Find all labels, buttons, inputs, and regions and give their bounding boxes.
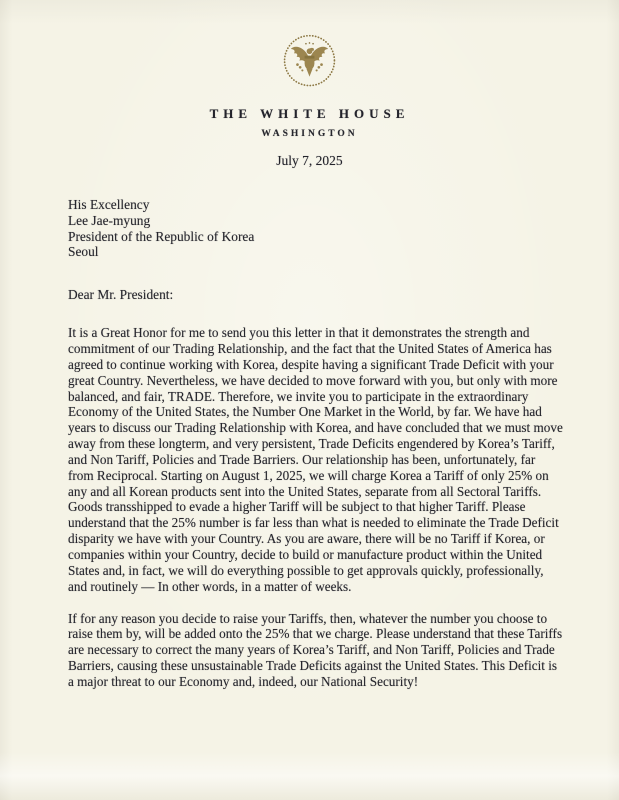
- presidential-seal-icon: [281, 33, 338, 90]
- letter-date: July 7, 2025: [276, 153, 343, 168]
- recipient-line-title: President of the Republic of Korea: [68, 228, 255, 244]
- recipient-line-name: Lee Jae-myung: [68, 212, 151, 228]
- salutation: Dear Mr. President:: [68, 287, 174, 303]
- recipient-line-honorific: His Excellency: [68, 197, 150, 212]
- recipient-block: [68, 197, 563, 260]
- letterhead: [0, 0, 619, 169]
- org-name: THE WHITE HOUSE: [209, 106, 410, 121]
- body-paragraph-1: It is a Great Honor for me to send you this letter in that it demonstrates the strength and commitment of our Trading Relationship, and the fact that the United States of America has agreed to continue working with Korea, despite having a significant Trade Deficit with your great Country. Nevertheless, we have decided to move forward with you, but only with more balanced, and fair, TRADE. Therefore, we invite you to participate in the extraordinary Economy of the United States, the Number One Market in the World, by far. We have had years to discuss our Trading Relationship with Korea, and have concluded that we must move away from these longterm, and very persistent, Trade Deficits engendered by Korea’s Tariff, and Non Tariff, Policies and Trade Barriers. Our relationship has been, unfortunately, far from Reciprocal. Starting on August 1, 2025, we will charge Korea a Tariff of only 25% on any and all Korean products sent into the United States, separate from all Sectoral Tariffs. Goods transshipped to evade a higher Tariff will be subject to that higher Tariff. Please understand that the 25% number is far less than what is needed to eliminate the Trade Deficit disparity we have with your Country. As you are aware, there will be no Tariff if Korea, or companies within your Country, decide to build or manufacture product within the United States and, in fact, we will do everything possible to get approvals quickly, professionally, and routinely — In other words, in a matter of weeks.: [68, 325, 563, 594]
- org-location: WASHINGTON: [261, 129, 358, 139]
- letter-content: [0, 197, 619, 690]
- body-paragraph-2: If for any reason you decide to raise your Tariffs, then, whatever the number you choose to raise them by, will be added onto the 25% that we charge. Please understand that these Tariffs are necessary to correct the many years of Korea’s Tariff, and Non Tariff, Policies and Trade Barriers, causing these unsustainable Trade Deficits against the United States. This Deficit is a major threat to our Economy and, indeed, our National Security!: [68, 610, 563, 689]
- recipient-line-city: Seoul: [68, 244, 99, 260]
